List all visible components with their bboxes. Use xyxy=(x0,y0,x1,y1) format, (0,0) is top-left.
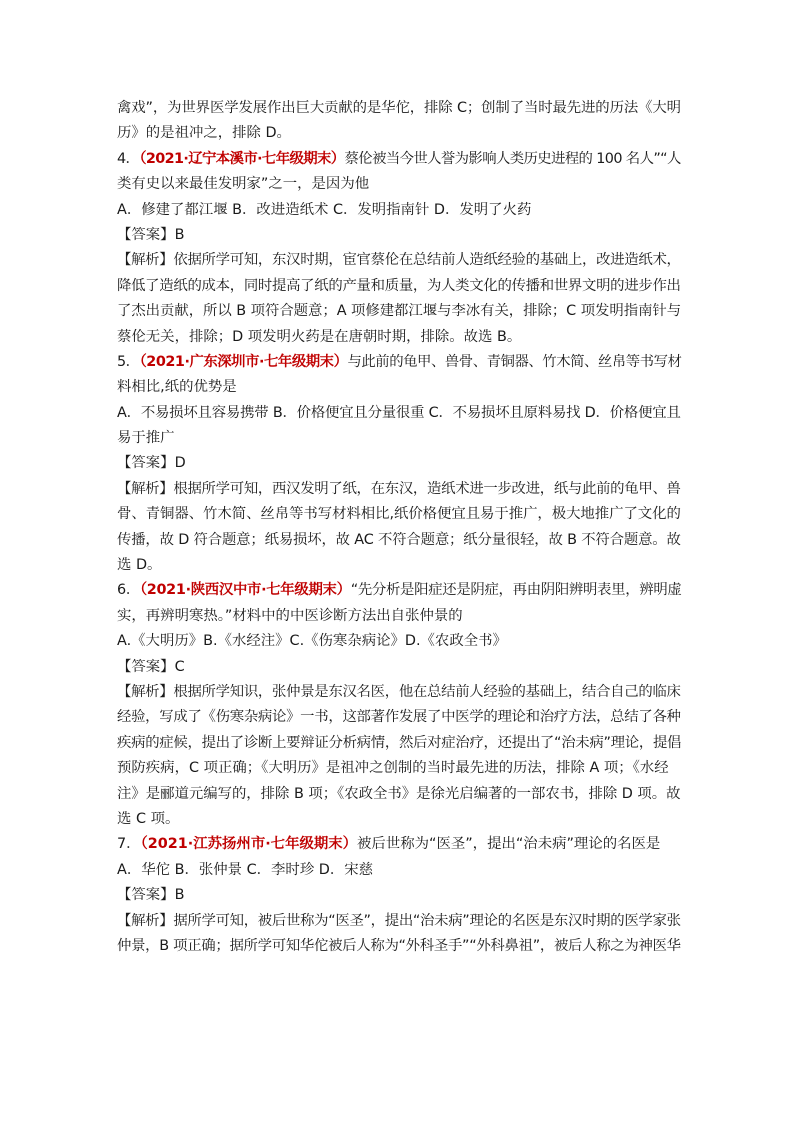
question-6 xyxy=(117,578,681,832)
question-7 xyxy=(117,832,681,959)
question-source: （2021·辽宁本溪市·七年级期末） xyxy=(139,150,345,167)
analysis-line: 疾病的症候，提出了诊断上要辩证分析病情，然后对症治疗，还提出了“治未病”理论，提倡 xyxy=(117,734,682,751)
document-body xyxy=(117,96,681,959)
options-line: A．不易损坏且容易携带 B．价格便宜且分量很重 C．不易损坏且原料易找 D．价格便宜且 xyxy=(117,404,681,421)
answer-line xyxy=(117,223,681,248)
answer-label: 【答案】 xyxy=(117,455,175,472)
options-line: A．华佗 B．张仲景 C．李时珍 D．宋慈 xyxy=(117,861,374,878)
analysis-line xyxy=(117,477,681,502)
question-5 xyxy=(117,350,681,579)
analysis-line: 骨、青铜器、竹木简、丝帛等书写材料相比,纸价格便宜且易于推广，极大地推广了文化的 xyxy=(117,506,681,523)
question-number: 7． xyxy=(117,836,141,853)
analysis-line: 降低了造纸的成本，同时提高了纸的产量和质量，为人类文化的传播和世界文明的进步作出 xyxy=(117,277,681,294)
analysis-text: 据所学可知，被后世称为“医圣”，提出“治未病”理论的名医是东汉时期的医学家张 xyxy=(173,912,681,929)
options-line: A.《大明历》B.《水经注》C.《伤寒杂病论》D.《农政全书》 xyxy=(117,633,507,650)
analysis-line: 传播，故 D 符合题意；纸易损坏，故 AC 不符合题意；纸分量很轻，故 B 不符合题意。故 xyxy=(117,531,681,548)
question-stem: “先分析是阳症还是阴症，再由阴阳辨明表里，辨明虚 xyxy=(350,582,682,599)
analysis-line: 经验，写成了《伤寒杂病论》一书，这部著作发展了中医学的理论和治疗方法，总结了各种 xyxy=(117,709,681,726)
continuation-block xyxy=(117,96,681,147)
analysis-line: 了杰出贡献，所以 B 项符合题意；A 项修建都江堰与李冰有关，排除；C 项发明指南针与 xyxy=(117,303,682,320)
question-stem: 被后世称为“医圣”，提出“治未病”理论的名医是 xyxy=(357,836,661,853)
analysis-line xyxy=(117,248,681,273)
question-number: 6． xyxy=(117,582,140,599)
question-source: （2021·江苏扬州市·七年级期末） xyxy=(140,836,358,853)
analysis-text: 根据所学知识，张仲景是东汉名医，他在总结前人经验的基础上，结合自己的临床 xyxy=(173,683,681,700)
question-stem: 与此前的龟甲、兽骨、青铜器、竹木简、丝帛等书写材 xyxy=(347,353,682,370)
question-stem-line xyxy=(117,832,681,857)
question-number: 4． xyxy=(117,150,140,167)
analysis-text: 根据所学可知，西汉发明了纸，在东汉，造纸术进一步改进，纸与此前的龟甲、兽 xyxy=(173,480,681,497)
question-stem-line xyxy=(117,147,681,172)
answer-line xyxy=(117,655,681,680)
question-source: （2021·广东深圳市·七年级期末） xyxy=(139,353,348,370)
analysis-line: 选 C 项。 xyxy=(117,810,180,827)
analysis-text: 依据所学可知，东汉时期，宦官蔡伦在总结前人造纸经验的基础上，改进造纸术， xyxy=(173,252,681,269)
analysis-line: 选 D。 xyxy=(117,557,162,574)
text-line: 历》的是祖冲之，排除 D。 xyxy=(117,125,291,142)
analysis-line xyxy=(117,680,681,705)
answer-label: 【答案】 xyxy=(117,226,175,243)
answer-value: B xyxy=(174,226,185,243)
question-source: （2021·陕西汉中市·七年级期末） xyxy=(139,582,351,599)
analysis-label: 【解析】 xyxy=(117,480,174,497)
question-stem-line: 类有史以来最佳发明家”之一，是因为他 xyxy=(117,176,370,193)
question-stem: 蔡伦被当今世人誉为影响人类历史进程的 100 名人”“人 xyxy=(344,150,681,167)
options-line: A．修建了都江堰 B．改进造纸术 C．发明指南针 D．发明了火药 xyxy=(117,201,532,218)
analysis-line xyxy=(117,909,681,934)
question-stem-line xyxy=(117,578,681,603)
question-stem-line: 料相比,纸的优势是 xyxy=(117,379,237,396)
text-line: 禽戏”，为世界医学发展作出巨大贡献的是华佗，排除 C；创制了当时最先进的历法《大明 xyxy=(117,100,681,116)
answer-value: D xyxy=(174,455,186,472)
analysis-line: 注》是郦道元编写的，排除 B 项；《农政全书》是徐光启编著的一部农书，排除 D 项。故 xyxy=(117,785,681,802)
question-stem-line: 实，再辨明寒热。”材料中的中医诊断方法出自张仲景的 xyxy=(117,607,463,624)
analysis-line: 仲景，B 项正确；据所学可知华佗被后人称为“外科圣手”“外科鼻祖”，被后人称之为神医华 xyxy=(117,937,681,954)
answer-value: C xyxy=(174,658,185,675)
analysis-line: 预防疾病，C 项正确；《大明历》是祖冲之创制的当时最先进的历法，排除 A 项；《水经 xyxy=(117,760,669,777)
analysis-label: 【解析】 xyxy=(117,683,174,700)
question-number: 5． xyxy=(117,353,140,370)
options-line: 易于推广 xyxy=(117,430,175,447)
analysis-label: 【解析】 xyxy=(117,252,174,269)
answer-line xyxy=(117,883,681,908)
answer-line xyxy=(117,451,681,476)
answer-label: 【答案】 xyxy=(117,658,175,675)
question-4 xyxy=(117,147,681,350)
answer-value: B xyxy=(174,887,185,904)
question-stem-line xyxy=(117,350,681,375)
analysis-label: 【解析】 xyxy=(117,912,174,929)
analysis-line: 蔡伦无关，排除；D 项发明火药是在唐朝时期，排除。故选 B。 xyxy=(117,328,522,345)
answer-label: 【答案】 xyxy=(117,887,175,904)
